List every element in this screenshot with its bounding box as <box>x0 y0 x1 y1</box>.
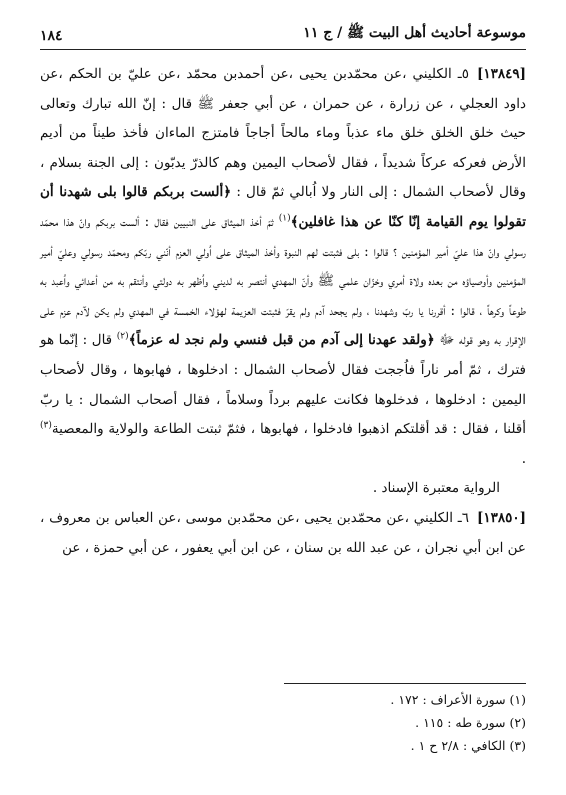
hadith-number: [١٣٨٤٩] <box>476 66 526 82</box>
hadith-text: ٦ـ الكليني ،عن محمّدبن يحيى ،عن محمّدبن موسى ،عن العباس بن معروف ، عن ابن أبي نجران ، عن عبد الله بن سنان ، عن ابن أبي يعفور ، عن أبي حمزة ، عن <box>40 509 526 556</box>
page-number: ١٨٤ <box>40 28 63 44</box>
footnotes <box>40 688 526 757</box>
main-text <box>40 60 526 563</box>
running-header <box>40 22 526 44</box>
footnote-ref: (٣) <box>40 420 52 431</box>
narration-note: الرواية معتبرة الإسناد . <box>372 480 500 497</box>
hadith-end: . <box>521 450 526 467</box>
footnote-ref: (١) <box>278 213 291 224</box>
hadith-paragraph <box>40 504 526 563</box>
hadith-text: ثمّ أخذ الميثاق على النبيين فقال : ألست بربكم وانّ هذا محمّد رسولي وانّ هذا عليّ أمير المؤمنين ؟ قالوا : بلى فثبتت لهم النبوة وأخذ الميثاق على اُولي العزم أنّني ربّكم ومحمّد رسولي وعليّ أمير المؤمنين وأوصياؤه من بعده ولاة أمري وخزّان علمي ﷺ وأنّ المهدي أنتصر به لديني واُظهر به دولتي وأنتقم به من أعدائي واُعبد به طوعاً وكرهاً ، قالوا : أقررنا يا ربّ وشهدنا ، ولم يجحد آدم ولم يقرّ فثبتت العزيمة لهؤلاء الخمسة في المهدي ولم يكن لآدم عزم على الإقرار به وهو قوله ﷻ <box>40 213 527 349</box>
hadith-number: [١٣٨٥٠] <box>476 509 526 526</box>
hadith-text: قال : إنّما هو فترك ، ثمّ أمر ناراً فاُججت فقال لأصحاب الشمال : ادخلوها ، فهابوها ، وقال لأصحاب اليمين : ادخلوها ، فدخلوها فكانت عليهم برداً وسلاماً ، فقال أصحاب الشمال : يا ربّ أقلنا ، فقال : قد أقلتكم اذهبوا فادخلوا ، فهابوها ، فثمّ ثبتت الطاعة والولاية والمعصية <box>40 332 526 438</box>
hadith-text: ٥ـ الكليني ،عن محمّدبن يحيى ،عن أحمدبن محمّد ،عن عليّ بن الحكم ،عن داود العجلي ، عن زرارة ، عن حمران ، عن أبي جعفر ﷺ قال : إنّ الله تبارك وتعالى حيث خلق الخلق خلق ماء عذباً وماء مالحاً أجاجاً فامتزج الماءان فأخذ طيناً من أديم الأرض فعركه عركاً شديداً ، فقال لأصحاب اليمين وهم كالذرّ يدبّون : إلى الجنة بسلام ، وقال لأصحاب الشمال : إلى النار ولا اُبالي ثمّ قال : <box>40 66 526 201</box>
quran-verse: ﴿ولقد عهدنا إلى آدم من قبل فنسي ولم نجد له عزماً﴾ <box>128 332 435 349</box>
hadith-paragraph <box>40 60 526 474</box>
header-rule <box>40 49 526 50</box>
footnote-rule <box>284 683 526 684</box>
footnote: (١) سورة الأعراف : ١٧٢ . <box>390 692 526 707</box>
footnote: (٣) الكافي : ٢/٨ ح ١ . <box>410 738 526 753</box>
footnote: (٢) سورة طه : ١١٥ . <box>415 715 526 730</box>
header-title: موسوعة أحاديث أهل البيت ﷺ / ج ١١ <box>303 25 526 41</box>
footnote-ref: (٢) <box>116 331 129 342</box>
quran-verse: ﴿ألست بربكم قالوا بلى شهدنا أن تقولوا يوم القيامة إنّا كنّا عن هذا غافلين﴾ <box>40 184 526 230</box>
